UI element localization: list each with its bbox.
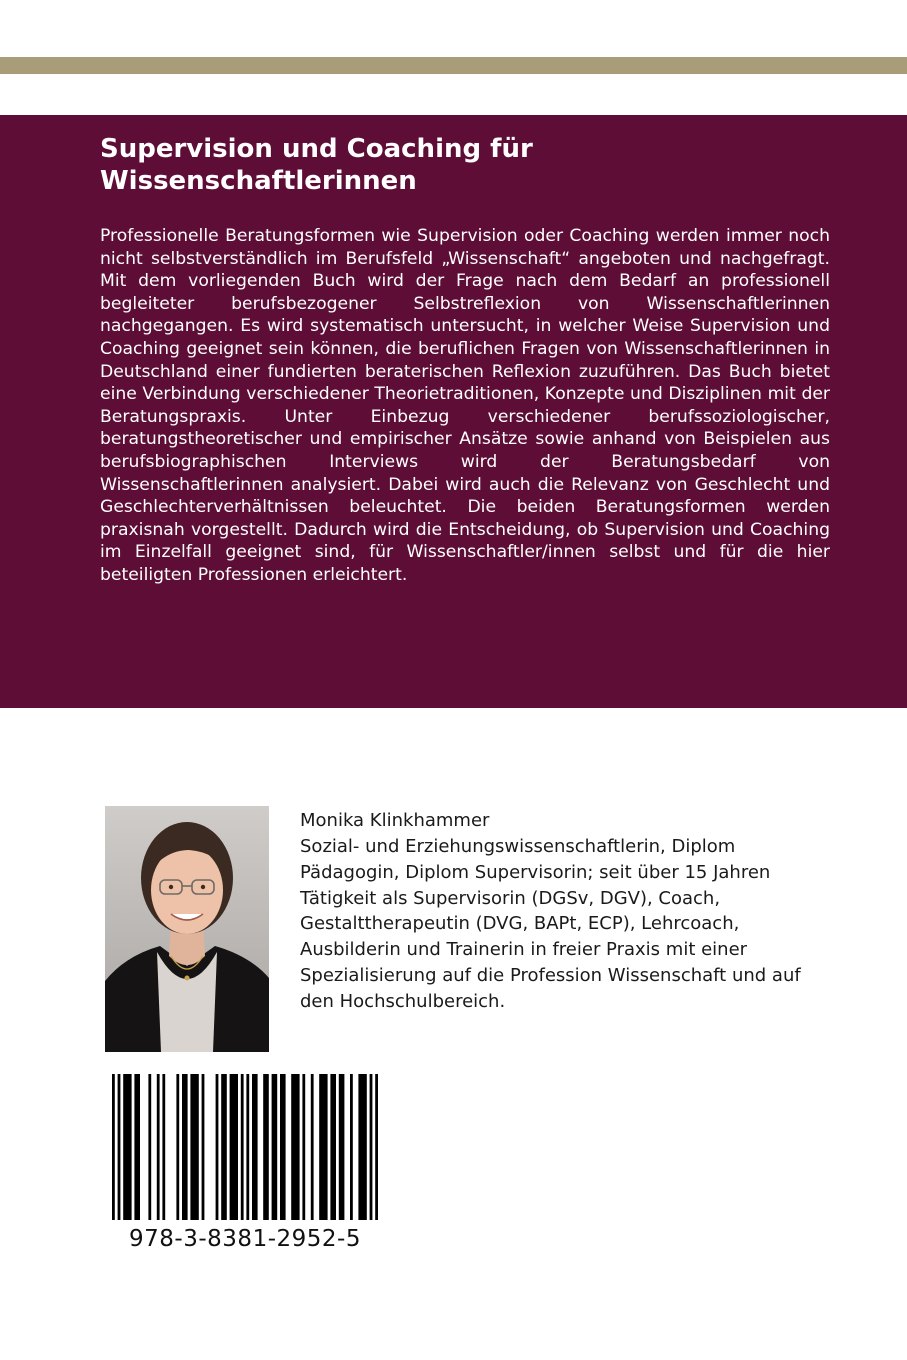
barcode-bar bbox=[202, 1074, 205, 1220]
barcode-bar bbox=[221, 1074, 227, 1220]
barcode-bar bbox=[375, 1074, 378, 1220]
barcode-bar bbox=[190, 1074, 198, 1220]
barcode-bar bbox=[319, 1074, 327, 1220]
barcode-bar bbox=[263, 1074, 269, 1220]
barcode-bar bbox=[123, 1074, 131, 1220]
isbn-number: 978-3-8381-2952-5 bbox=[129, 1226, 361, 1252]
barcode-bar bbox=[252, 1074, 258, 1220]
barcode-bar bbox=[370, 1074, 373, 1220]
barcode-bar bbox=[230, 1074, 238, 1220]
barcode-bar bbox=[330, 1074, 336, 1220]
barcode-bar bbox=[241, 1074, 244, 1220]
barcode-bar bbox=[134, 1074, 140, 1220]
book-title: Supervision und Coaching für Wissenschaftlerinnen bbox=[100, 134, 533, 196]
barcode-bar bbox=[339, 1074, 345, 1220]
barcode-bar bbox=[350, 1074, 353, 1220]
barcode-bar bbox=[291, 1074, 299, 1220]
barcode-bar bbox=[280, 1074, 286, 1220]
barcode-bar bbox=[148, 1074, 151, 1220]
barcode-bar bbox=[302, 1074, 305, 1220]
barcode-bar bbox=[162, 1074, 165, 1220]
barcode-bar bbox=[216, 1074, 219, 1220]
author-portrait-illustration bbox=[105, 806, 269, 1052]
barcode-bar bbox=[112, 1074, 115, 1220]
barcode-bar bbox=[358, 1074, 366, 1220]
barcode-bar bbox=[118, 1074, 121, 1220]
author-photo bbox=[105, 806, 269, 1052]
top-gold-band bbox=[0, 57, 907, 74]
barcode-bar bbox=[246, 1074, 249, 1220]
author-bio: Sozial- und Erziehungswissenschaftlerin, Diplom Pädagogin, Diplom Supervisorin; seit über 15 Jahren Tätigkeit als Supervisorin (DGSv, DGV), Coach, Gestalttherapeutin (DVG, BAPt, ECP), Lehrcoach, Ausbilderin und Trainerin in freier Praxis mit einer Spezialisierung auf die Profession Wissenschaft und auf den Hochschulbereich. bbox=[300, 836, 801, 1012]
isbn-barcode bbox=[112, 1074, 378, 1220]
author-name: Monika Klinkhammer bbox=[300, 810, 490, 831]
book-blurb: Professionelle Beratungsformen wie Supervision oder Coaching werden immer noch nicht selbstverständlich im Berufsfeld „Wissenschaft“ angeboten und nachgefragt. Mit dem vorliegenden Buch wird der Frage nach dem Bedarf an professionell begleiteter berufsbezogener Selbstreflexion von Wissenschaftlerinnen nachgegangen. Es wird systematisch untersucht, in welcher Weise Supervision und Coaching geeignet sein können, die beruflichen Fragen von Wissenschaftlerinnen in Deutschland einer fundierten beraterischen Reflexion zuzuführen. Das Buch bietet eine Verbindung verschiedener Theorietraditionen, Konzepte und Disziplinen mit der Beratungspraxis. Unter Einbezug verschiedener berufssoziologischer, beratungstheoretischer und empirischer Ansätze sowie anhand von Beispielen aus berufsbiographischen Interviews wird der Beratungsbedarf von Wissenschaftlerinnen analysiert. Dabei wird auch die Relevanz von Geschlecht und Geschlechterverhältnissen beleuchtet. Die beiden Beratungsformen werden praxisnah vorgestellt. Dadurch wird die Entscheidung, ob Supervision und Coaching im Einzelfall geeignet sind, für Wissenschaftler/innen selbst und für die hier beteiligten Professionen erleichtert. bbox=[100, 226, 830, 585]
barcode-bar bbox=[272, 1074, 278, 1220]
barcode-bar bbox=[176, 1074, 179, 1220]
barcode-bar bbox=[157, 1074, 160, 1220]
barcode-bar bbox=[311, 1074, 314, 1220]
barcode-bar bbox=[182, 1074, 188, 1220]
